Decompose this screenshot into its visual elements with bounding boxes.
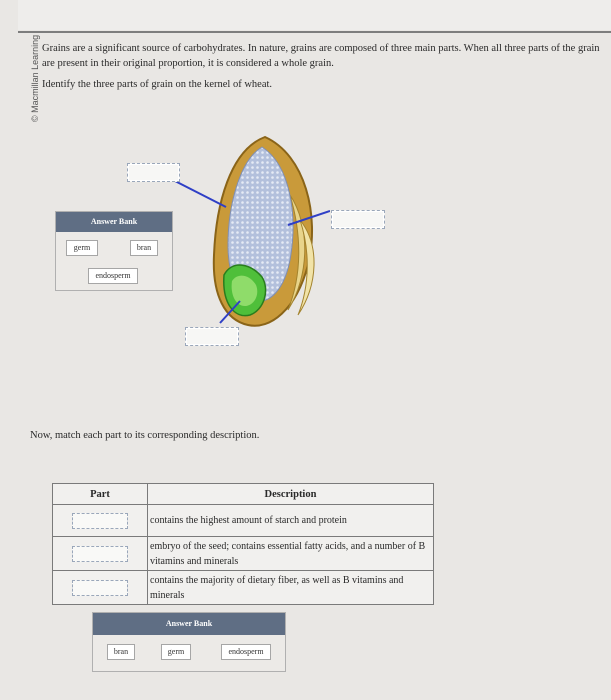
answer-chip-endosperm[interactable]: endosperm (221, 644, 271, 660)
part-column-header: Part (53, 484, 148, 505)
answer-bank-title: Answer Bank (93, 613, 285, 635)
match-row (53, 571, 434, 605)
top-divider (18, 31, 611, 33)
identify-instruction: Identify the three parts of grain on the kernel of wheat. (42, 79, 273, 90)
label-answer-bank (55, 211, 173, 291)
part-slot-cell (53, 505, 148, 537)
match-header-row (53, 484, 434, 505)
part-slot-cell (53, 571, 148, 605)
match-row (53, 505, 434, 537)
watermark: © Macmillan Learning (30, 34, 40, 122)
part-drop-target-2[interactable] (72, 546, 128, 562)
intro-text (42, 41, 602, 71)
leader-line-top (175, 181, 226, 207)
match-answer-bank (92, 612, 286, 672)
label-drop-target-germ[interactable] (185, 327, 239, 346)
part-drop-target-1[interactable] (72, 513, 128, 529)
match-table (52, 483, 434, 605)
answer-chip-endosperm[interactable]: endosperm (88, 268, 138, 284)
part-slot-cell (53, 537, 148, 571)
description-cell-3: contains the majority of dietary fiber, as well as B vitamins and minerals (148, 571, 434, 605)
wheat-kernel-diagram (170, 125, 330, 335)
answer-chip-bran[interactable]: bran (107, 644, 135, 660)
top-bar (18, 0, 611, 30)
part-drop-target-3[interactable] (72, 580, 128, 596)
description-column-header: Description (148, 484, 434, 505)
intro-paragraph: Grains are a significant source of carbohydrates. In nature, grains are composed of three main parts. When all three parts of the grain are present in their original proportion, it is considered a whole grain. (42, 43, 600, 69)
description-cell-1: contains the highest amount of starch and protein (148, 505, 434, 537)
answer-chip-germ[interactable]: germ (66, 240, 98, 256)
answer-chip-bran[interactable]: bran (130, 240, 158, 256)
match-row (53, 537, 434, 571)
answer-bank-title: Answer Bank (56, 212, 172, 232)
match-instruction: Now, match each part to its corresponding description. (30, 430, 260, 441)
answer-chip-germ[interactable]: germ (161, 644, 191, 660)
label-drop-target-bran[interactable] (331, 210, 385, 229)
label-drop-target-endosperm[interactable] (127, 163, 180, 182)
description-cell-2: embryo of the seed; contains essential fatty acids, and a number of B vitamins and minerals (148, 537, 434, 571)
